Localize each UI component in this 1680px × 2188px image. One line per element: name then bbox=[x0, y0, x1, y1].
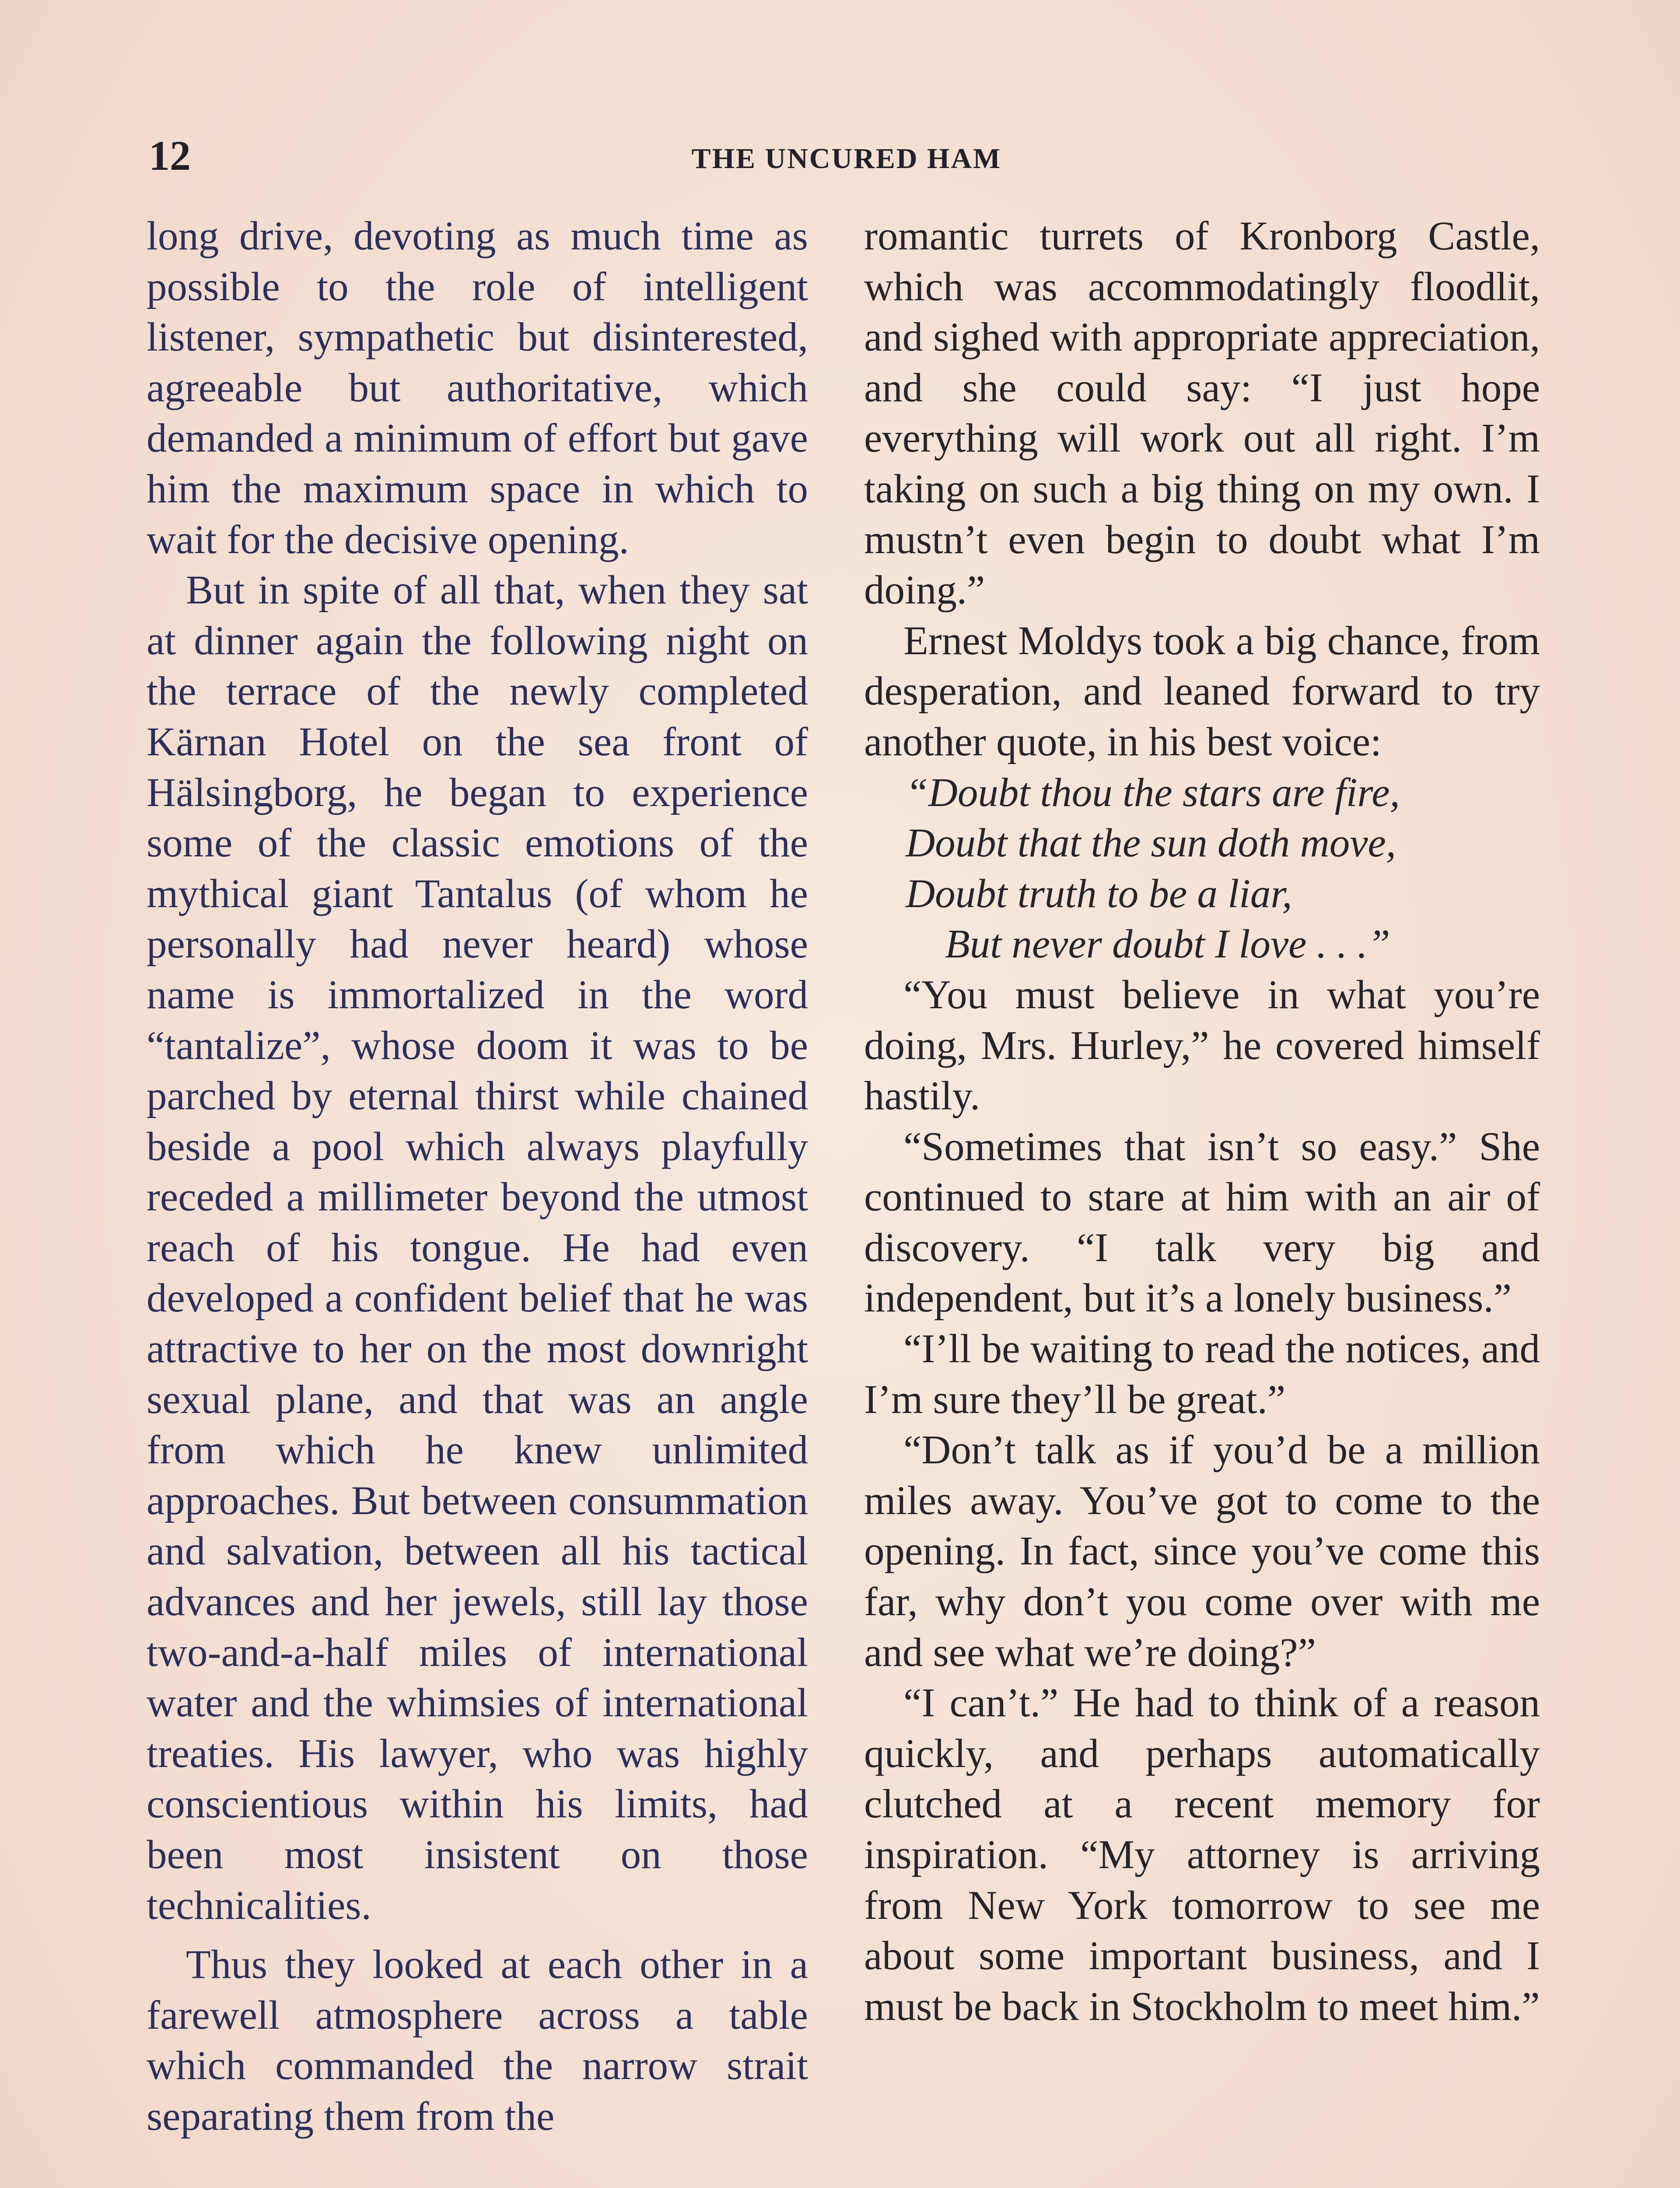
paragraph: “Don’t talk as if you’d be a million miles away. You’ve got to come to the opening. In fact, since you’ve come this far, why don’t you come over with me and see what we’re doing?” bbox=[864, 1427, 1540, 1675]
paragraph: “I can’t.” He had to think of a reason quickly, and perhaps automatically clutched at a recent memory for inspiration. “My attorney is arriving from New York tomorrow to see me about some important business, and I must be back in Stockholm to meet him.” bbox=[864, 1680, 1540, 2029]
paragraph: But in spite of all that, when they sat at dinner again the following night on the terrace of the newly completed Kärnan Hotel on the sea front of Hälsingborg, he began to experience some of the classic emotions of the mythical giant Tantalus (of whom he personally had never heard) whose name is immortalized in the word “tantalize”, whose doom it was to be parched by eternal thirst while chained beside a pool which always playfully receded a millimeter beyond the utmost reach of his tongue. He had even developed a confident belief that he was attractive to her on the most downright sexual plane, and that was an angle from which he knew unlimited approaches. But between consummation and salvation, between all his tactical advances and her jewels, still lay those two-and-a-half miles of international water and the whimsies of international treaties. His lawyer, who was highly conscientious within his limits, had been most insistent on those technicalities. bbox=[147, 568, 808, 1928]
right-column bbox=[864, 211, 1540, 2032]
paragraph: “I’ll be waiting to read the notices, and I’m sure they’ll be great.” bbox=[864, 1326, 1540, 1422]
left-column bbox=[147, 211, 808, 2142]
verse-line: Doubt that the sun doth move, bbox=[906, 820, 1396, 866]
paragraph: romantic turrets of Kronborg Castle, which was accommodatingly floodlit, and sighed with appropriate appreciation, and she could say: “I just hope everything will work out all right. I’m taking on such a big thing on my own. I mustn’t even begin to doubt what I’m doing.” bbox=[864, 214, 1540, 613]
paragraph: long drive, devoting as much time as possible to the role of intelligent listener, sympathetic but disinterested, agreeable but authoritative, which demanded a minimum of effort but gave him the maximum space in which to wait for the decisive opening. bbox=[147, 214, 808, 562]
paragraph: “You must believe in what you’re doing, Mrs. Hurley,” he covered himself hastily. bbox=[864, 972, 1540, 1119]
page-number: 12 bbox=[149, 132, 191, 179]
verse-line: Doubt truth to be a liar, bbox=[906, 871, 1292, 916]
paragraph: Ernest Moldys took a big chance, from desperation, and leaned forward to try another quote, in his best voice: bbox=[864, 618, 1540, 764]
verse-line: “Doubt thou the stars are fire, bbox=[906, 770, 1400, 815]
paragraph: “Sometimes that isn’t so easy.” She continued to stare at him with an air of discovery. “I talk very big and independent, but it’s a lonely business.” bbox=[864, 1124, 1540, 1321]
verse-quote bbox=[864, 768, 1540, 970]
paragraph: Thus they looked at each other in a farewell atmosphere across a table which commanded the narrow strait separating them from the bbox=[147, 1942, 808, 2139]
verse-line: But never doubt I love . . .” bbox=[945, 922, 1390, 967]
running-head: THE UNCURED HAM bbox=[691, 143, 1002, 175]
page-header bbox=[149, 127, 1544, 188]
